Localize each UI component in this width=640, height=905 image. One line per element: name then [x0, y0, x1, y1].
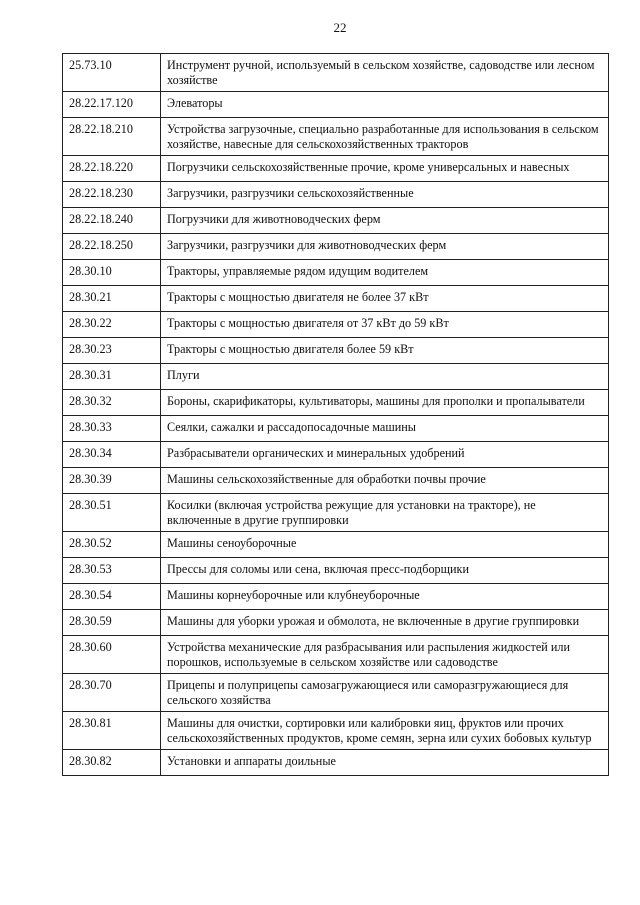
- row-description: Погрузчики для животноводческих ферм: [161, 208, 609, 234]
- row-code: 28.30.59: [63, 610, 161, 636]
- table-row: [63, 208, 609, 234]
- row-code: 28.30.22: [63, 312, 161, 338]
- row-code: 28.30.54: [63, 584, 161, 610]
- row-description: Машины сельскохозяйственные для обработки почвы прочие: [161, 468, 609, 494]
- row-description: Устройства механические для разбрасывания или распыления жидкостей или порошков, используемые в сельском хозяйстве или садоводстве: [161, 636, 609, 674]
- table-row: [63, 532, 609, 558]
- row-description: Сеялки, сажалки и рассадопосадочные машины: [161, 416, 609, 442]
- row-code: 28.22.18.230: [63, 182, 161, 208]
- row-description: Машины для уборки урожая и обмолота, не включенные в другие группировки: [161, 610, 609, 636]
- table-row: [63, 156, 609, 182]
- row-description: Тракторы с мощностью двигателя не более 37 кВт: [161, 286, 609, 312]
- row-description: Тракторы, управляемые рядом идущим водителем: [161, 260, 609, 286]
- row-description: Машины корнеуборочные или клубнеуборочные: [161, 584, 609, 610]
- row-description: Устройства загрузочные, специально разработанные для использования в сельском хозяйстве, навесные для сельскохозяйственных тракторов: [161, 118, 609, 156]
- row-code: 28.30.60: [63, 636, 161, 674]
- table-row: [63, 364, 609, 390]
- row-description: Тракторы с мощностью двигателя от 37 кВт до 59 кВт: [161, 312, 609, 338]
- row-code: 28.30.39: [63, 468, 161, 494]
- row-code: 28.30.51: [63, 494, 161, 532]
- row-code: 28.30.70: [63, 674, 161, 712]
- row-code: 28.30.33: [63, 416, 161, 442]
- row-code: 28.30.82: [63, 750, 161, 776]
- row-code: 28.30.32: [63, 390, 161, 416]
- row-description: Машины для очистки, сортировки или калибровки яиц, фруктов или прочих сельскохозяйственных продуктов, кроме семян, зерна или сухих бобовых культур: [161, 712, 609, 750]
- row-description: Инструмент ручной, используемый в сельском хозяйстве, садоводстве или лесном хозяйстве: [161, 54, 609, 92]
- table-row: [63, 584, 609, 610]
- table-row: [63, 54, 609, 92]
- table-row: [63, 390, 609, 416]
- row-description: Плуги: [161, 364, 609, 390]
- table-row: [63, 636, 609, 674]
- table-row: [63, 338, 609, 364]
- row-description: Элеваторы: [161, 92, 609, 118]
- row-code: 28.30.34: [63, 442, 161, 468]
- row-description: Установки и аппараты доильные: [161, 750, 609, 776]
- table-row: [63, 558, 609, 584]
- row-code: 28.30.81: [63, 712, 161, 750]
- table-row: [63, 118, 609, 156]
- table-row: [63, 92, 609, 118]
- table-row: [63, 182, 609, 208]
- row-description: Прицепы и полуприцепы самозагружающиеся или саморазгружающиеся для сельского хозяйства: [161, 674, 609, 712]
- classification-table: [62, 53, 609, 776]
- table-row: [63, 750, 609, 776]
- table-row: [63, 286, 609, 312]
- table-row: [63, 442, 609, 468]
- row-description: Тракторы с мощностью двигателя более 59 кВт: [161, 338, 609, 364]
- table-row: [63, 312, 609, 338]
- table-row: [63, 494, 609, 532]
- table-body: [63, 54, 609, 776]
- page-number: 22: [333, 20, 347, 35]
- row-code: 28.30.23: [63, 338, 161, 364]
- table-row: [63, 712, 609, 750]
- row-description: Бороны, скарификаторы, культиваторы, машины для прополки и пропалыватели: [161, 390, 609, 416]
- row-code: 28.30.53: [63, 558, 161, 584]
- row-code: 28.22.18.220: [63, 156, 161, 182]
- row-description: Машины сеноуборочные: [161, 532, 609, 558]
- table-row: [63, 674, 609, 712]
- table-row: [63, 260, 609, 286]
- row-code: 28.22.18.240: [63, 208, 161, 234]
- row-description: Прессы для соломы или сена, включая пресс-подборщики: [161, 558, 609, 584]
- row-code: 28.30.10: [63, 260, 161, 286]
- row-description: Погрузчики сельскохозяйственные прочие, кроме универсальных и навесных: [161, 156, 609, 182]
- row-description: Косилки (включая устройства режущие для установки на тракторе), не включенные в другие группировки: [161, 494, 609, 532]
- row-code: 28.22.18.250: [63, 234, 161, 260]
- row-description: Разбрасыватели органических и минеральных удобрений: [161, 442, 609, 468]
- row-description: Загрузчики, разгрузчики для животноводческих ферм: [161, 234, 609, 260]
- row-code: 25.73.10: [63, 54, 161, 92]
- row-code: 28.30.52: [63, 532, 161, 558]
- row-description: Загрузчики, разгрузчики сельскохозяйственные: [161, 182, 609, 208]
- row-code: 28.22.17.120: [63, 92, 161, 118]
- row-code: 28.30.21: [63, 286, 161, 312]
- table-row: [63, 234, 609, 260]
- row-code: 28.30.31: [63, 364, 161, 390]
- row-code: 28.22.18.210: [63, 118, 161, 156]
- table-row: [63, 610, 609, 636]
- table-row: [63, 416, 609, 442]
- table-row: [63, 468, 609, 494]
